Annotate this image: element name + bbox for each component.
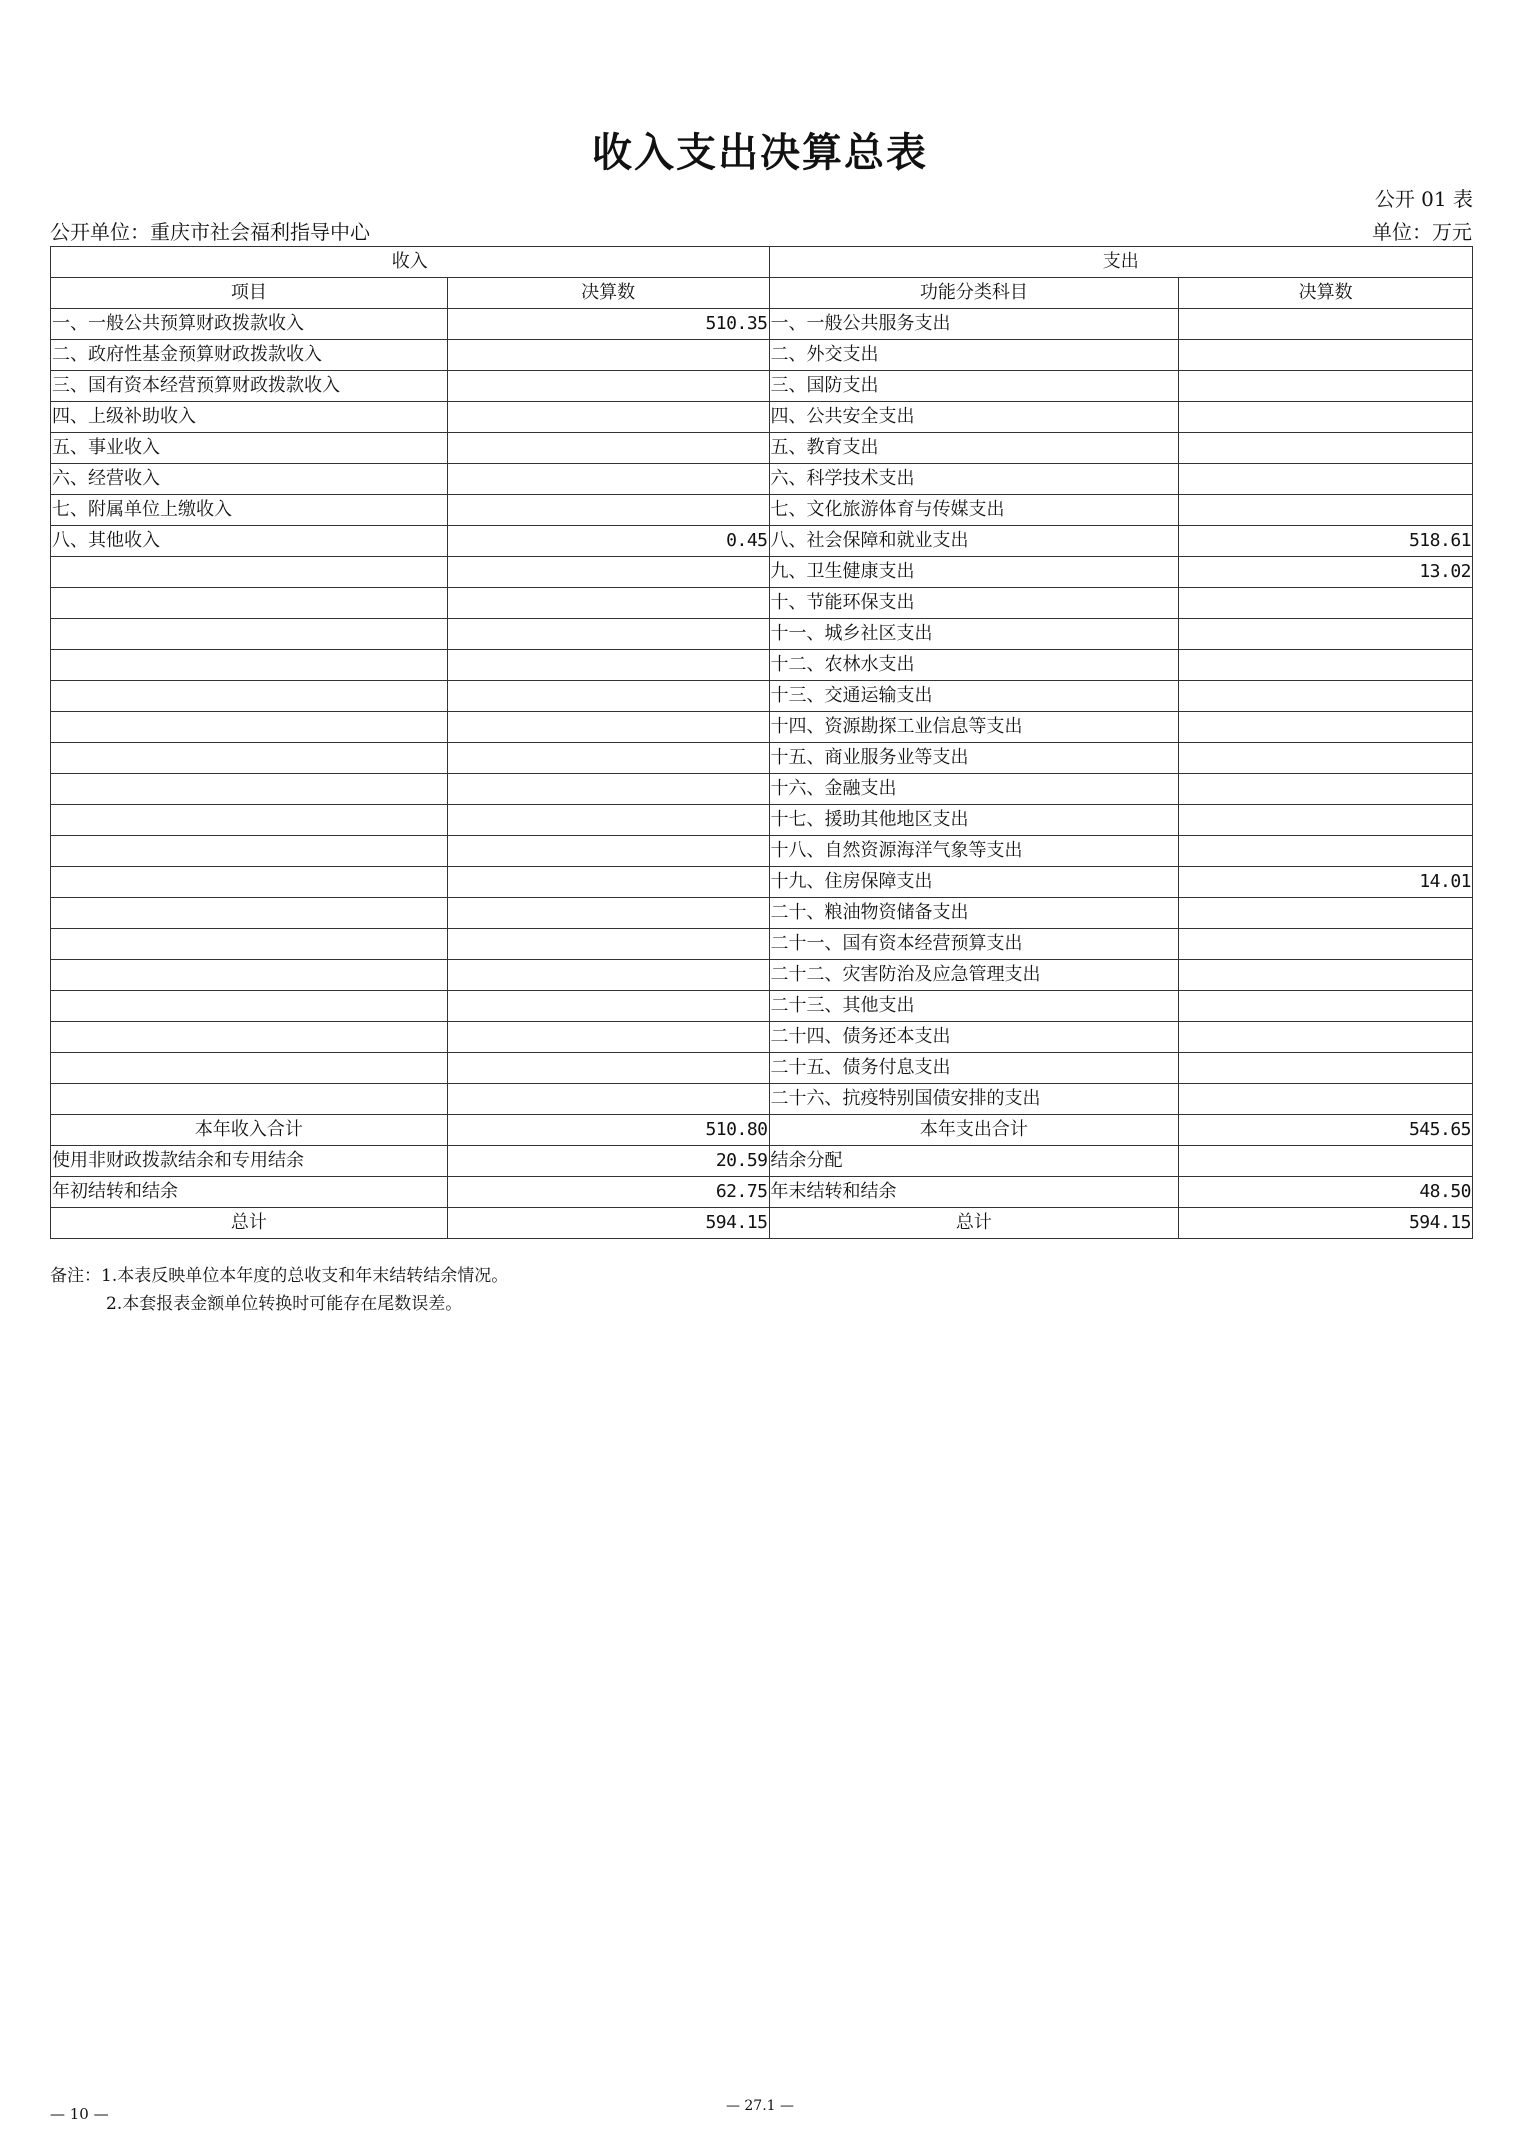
expense-item-cell: 十五、商业服务业等支出 [769,743,1179,774]
table-row [51,867,1473,898]
table-row [51,650,1473,681]
table-row [51,588,1473,619]
expense-amount-cell [1179,929,1473,960]
income-amount-cell [447,991,769,1022]
income-item-cell [51,681,448,712]
table-row [51,1022,1473,1053]
income-item-cell [51,867,448,898]
income-item-cell [51,1022,448,1053]
table-row [51,991,1473,1022]
income-item-cell [51,774,448,805]
expense-amount-cell [1179,743,1473,774]
income-amount-cell [447,805,769,836]
income-item-cell [51,805,448,836]
reporting-unit: 公开单位：重庆市社会福利指导中心 [50,220,370,244]
income-amount-cell [447,960,769,991]
table-row [51,743,1473,774]
table-row [51,402,1473,433]
expense-item-cell: 四、公共安全支出 [769,402,1179,433]
expense-item-cell: 二十三、其他支出 [769,991,1179,1022]
income-item-cell [51,588,448,619]
income-item-cell: 五、事业收入 [51,433,448,464]
note-line-2: 2.本套报表金额单位转换时可能存在尾数误差。 [106,1294,463,1314]
form-number: 公开 01 表 [1374,187,1473,211]
note-line-1: 备注：1.本表反映单位本年度的总收支和年末结转结余情况。 [50,1266,509,1286]
income-item-cell: 八、其他收入 [51,526,448,557]
income-item-cell [51,898,448,929]
expense-year-total-label: 本年支出合计 [769,1115,1179,1146]
table-body [51,309,1473,1115]
income-amount-cell [447,929,769,960]
expense-amount-cell [1179,402,1473,433]
expense-item-cell: 三、国防支出 [769,371,1179,402]
expense-amount-cell [1179,1084,1473,1115]
expense-amount-cell [1179,340,1473,371]
income-group-header: 收入 [51,247,770,278]
table-row [51,526,1473,557]
header-info-row [50,218,1472,246]
table-row [51,712,1473,743]
income-year-total-value: 510.80 [447,1115,769,1146]
expense-amount-cell [1179,805,1473,836]
expense-item-cell: 二十五、债务付息支出 [769,1053,1179,1084]
income-item-cell [51,929,448,960]
page-center-marker: — 27.1 — [725,2098,795,2114]
expense-item-cell: 十四、资源勘探工业信息等支出 [769,712,1179,743]
expense-amount-cell [1179,681,1473,712]
income-amount-cell [447,836,769,867]
income-amount-cell [447,1053,769,1084]
expense-amount-cell [1179,991,1473,1022]
income-amount-cell [447,898,769,929]
expense-amount-cell [1179,836,1473,867]
expense-item-cell: 二十四、债务还本支出 [769,1022,1179,1053]
expense-item-cell: 十九、住房保障支出 [769,867,1179,898]
expense-item-cell: 十七、援助其他地区支出 [769,805,1179,836]
income-item-cell [51,1053,448,1084]
expense-amount-cell [1179,1022,1473,1053]
expense-year-total-value: 545.65 [1179,1115,1473,1146]
expense-grand-total-value: 594.15 [1179,1208,1473,1239]
income-item-cell: 三、国有资本经营预算财政拨款收入 [51,371,448,402]
expense-item-cell: 二十、粮油物资储备支出 [769,898,1179,929]
expense-item-cell: 八、社会保障和就业支出 [769,526,1179,557]
table-row [51,619,1473,650]
table-row [51,805,1473,836]
table-row-year-total [51,1115,1473,1146]
table-row [51,495,1473,526]
expense-item-cell: 二十二、灾害防治及应急管理支出 [769,960,1179,991]
income-item-cell: 一、一般公共预算财政拨款收入 [51,309,448,340]
income-amount-cell [447,712,769,743]
expense-amount-cell [1179,712,1473,743]
income-amount-cell [447,402,769,433]
expense-item-cell: 二十一、国有资本经营预算支出 [769,929,1179,960]
table-row [51,557,1473,588]
budget-table [50,246,1473,1239]
surplus-distribution-label: 结余分配 [769,1146,1179,1177]
income-item-header: 项目 [51,278,448,309]
expense-amount-header: 决算数 [1179,278,1473,309]
table-row-grand-total [51,1208,1473,1239]
expense-amount-cell [1179,1053,1473,1084]
expense-item-cell: 十二、农林水支出 [769,650,1179,681]
income-item-cell: 六、经营收入 [51,464,448,495]
expense-amount-cell [1179,619,1473,650]
table-row [51,340,1473,371]
income-amount-cell [447,464,769,495]
income-grand-total-label: 总计 [51,1208,448,1239]
expense-item-cell: 十一、城乡社区支出 [769,619,1179,650]
non-fiscal-surplus-value: 20.59 [447,1146,769,1177]
income-item-cell [51,743,448,774]
expense-item-cell: 五、教育支出 [769,433,1179,464]
expense-item-cell: 十八、自然资源海洋气象等支出 [769,836,1179,867]
expense-item-cell: 十六、金融支出 [769,774,1179,805]
income-item-cell: 二、政府性基金预算财政拨款收入 [51,340,448,371]
table-row [51,836,1473,867]
page-title: 收入支出决算总表 [592,129,928,176]
table-row [51,774,1473,805]
table-row [51,1084,1473,1115]
expense-group-header: 支出 [769,247,1473,278]
income-amount-cell: 510.35 [447,309,769,340]
expense-amount-cell [1179,960,1473,991]
income-amount-cell [447,1022,769,1053]
expense-amount-cell [1179,371,1473,402]
income-amount-cell [447,588,769,619]
surplus-distribution-value [1179,1146,1473,1177]
table-column-header-row [51,278,1473,309]
expense-amount-cell: 13.02 [1179,557,1473,588]
income-item-cell [51,836,448,867]
income-item-cell [51,619,448,650]
income-item-cell [51,712,448,743]
page-number: — 10 — [50,2105,109,2123]
beginning-carryover-label: 年初结转和结余 [51,1177,448,1208]
income-item-cell: 四、上级补助收入 [51,402,448,433]
income-amount-cell [447,619,769,650]
income-amount-cell [447,495,769,526]
expense-item-cell: 一、一般公共服务支出 [769,309,1179,340]
table-notes [50,1262,508,1318]
income-amount-cell [447,774,769,805]
beginning-carryover-value: 62.75 [447,1177,769,1208]
table-row [51,681,1473,712]
income-item-cell [51,557,448,588]
table-row [51,1053,1473,1084]
expense-amount-cell: 14.01 [1179,867,1473,898]
table-row [51,309,1473,340]
table-row [51,464,1473,495]
income-item-cell [51,650,448,681]
expense-amount-cell [1179,433,1473,464]
expense-item-cell: 九、卫生健康支出 [769,557,1179,588]
income-year-total-label: 本年收入合计 [51,1115,448,1146]
ending-carryover-label: 年末结转和结余 [769,1177,1179,1208]
income-amount-cell [447,557,769,588]
expense-amount-cell [1179,464,1473,495]
income-amount-cell [447,340,769,371]
income-amount-cell [447,650,769,681]
income-amount-cell [447,681,769,712]
table-row [51,960,1473,991]
table-row [51,898,1473,929]
income-item-cell [51,960,448,991]
income-amount-cell [447,371,769,402]
income-item-cell [51,1084,448,1115]
expense-amount-cell [1179,309,1473,340]
income-amount-cell: 0.45 [447,526,769,557]
table-row-carryover [51,1177,1473,1208]
expense-amount-cell [1179,898,1473,929]
expense-amount-cell [1179,774,1473,805]
expense-item-cell: 十、节能环保支出 [769,588,1179,619]
income-amount-cell [447,1084,769,1115]
table-row [51,371,1473,402]
expense-item-cell: 二十六、抗疫特别国债安排的支出 [769,1084,1179,1115]
income-grand-total-value: 594.15 [447,1208,769,1239]
expense-amount-cell [1179,588,1473,619]
ending-carryover-value: 48.50 [1179,1177,1473,1208]
income-item-cell [51,991,448,1022]
income-amount-cell [447,743,769,774]
table-row [51,433,1473,464]
expense-grand-total-label: 总计 [769,1208,1179,1239]
table-row-non-fiscal [51,1146,1473,1177]
table-group-header-row [51,247,1473,278]
table-row [51,929,1473,960]
income-amount-cell [447,433,769,464]
expense-item-cell: 七、文化旅游体育与传媒支出 [769,495,1179,526]
income-item-cell: 七、附属单位上缴收入 [51,495,448,526]
expense-item-header: 功能分类科目 [769,278,1179,309]
expense-item-cell: 十三、交通运输支出 [769,681,1179,712]
expense-item-cell: 六、科学技术支出 [769,464,1179,495]
expense-item-cell: 二、外交支出 [769,340,1179,371]
expense-amount-cell: 518.61 [1179,526,1473,557]
income-amount-cell [447,867,769,898]
non-fiscal-surplus-label: 使用非财政拨款结余和专用结余 [51,1146,448,1177]
expense-amount-cell [1179,495,1473,526]
income-amount-header: 决算数 [447,278,769,309]
currency-unit: 单位：万元 [1372,220,1472,244]
expense-amount-cell [1179,650,1473,681]
table-totals [51,1115,1473,1239]
